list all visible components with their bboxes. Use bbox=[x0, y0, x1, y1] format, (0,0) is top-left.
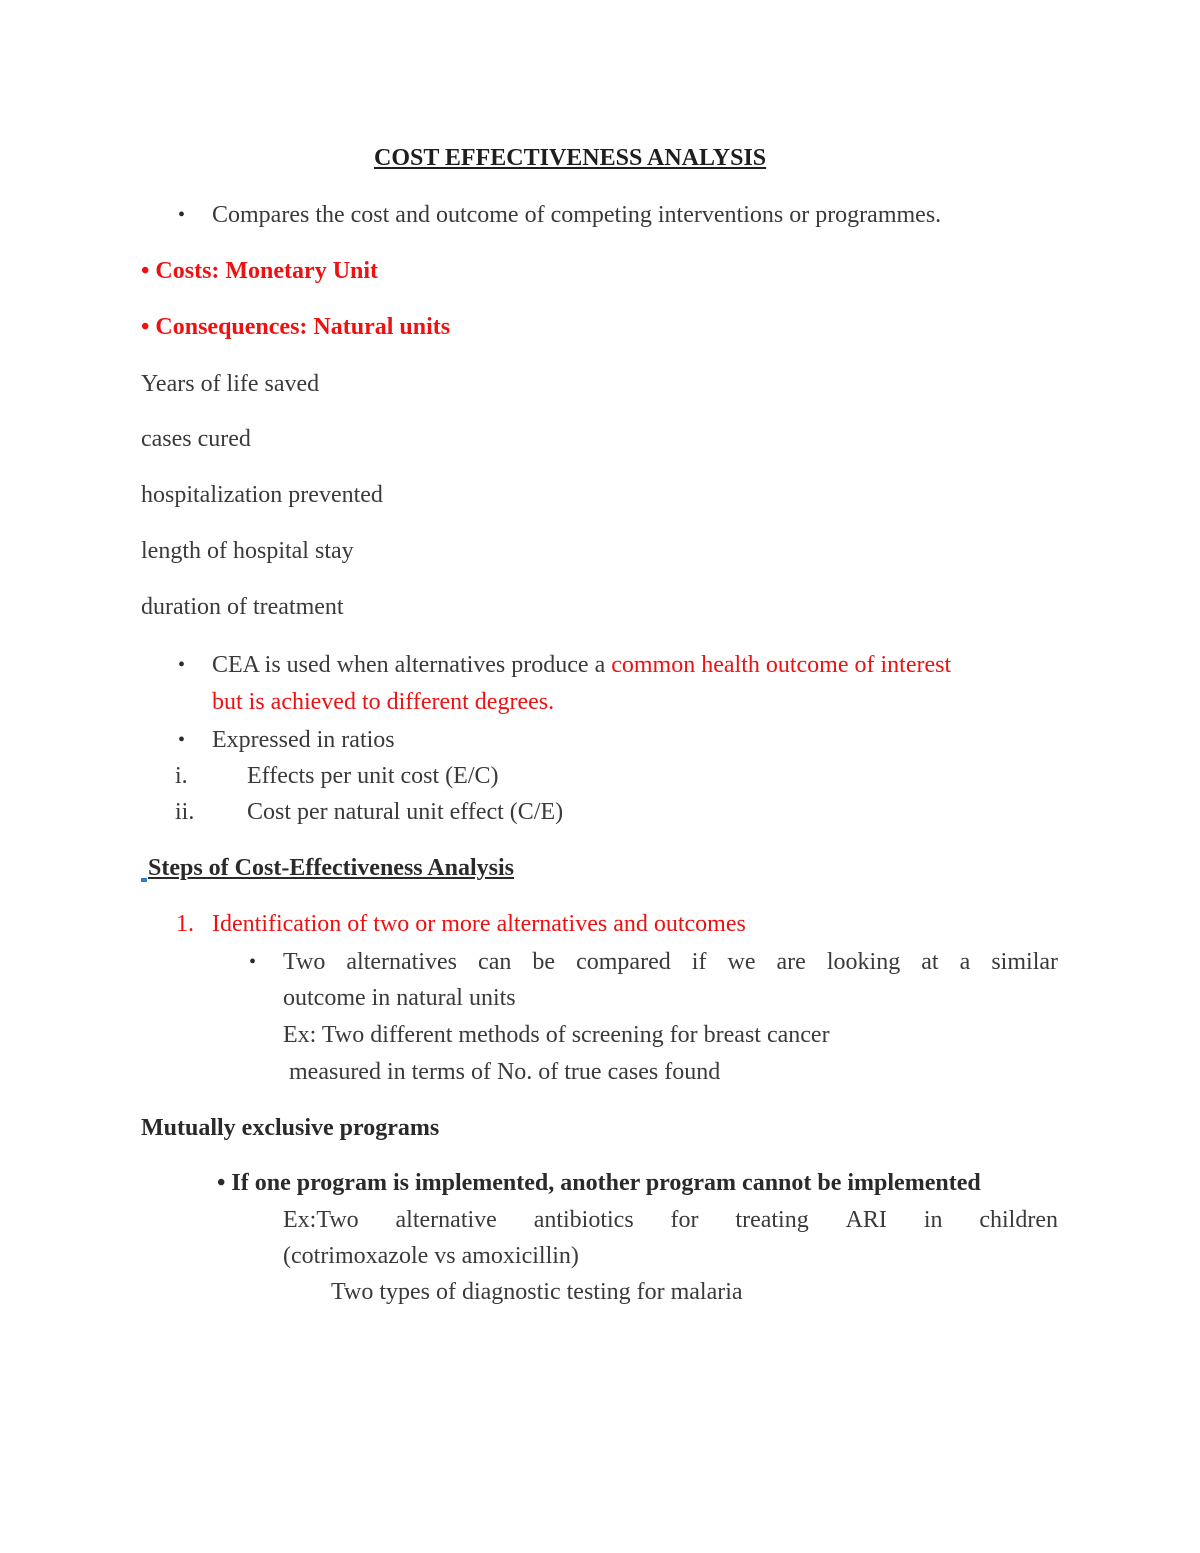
mutually-example-line1 bbox=[283, 1205, 1058, 1235]
word: children bbox=[979, 1207, 1058, 1233]
word: similar bbox=[991, 949, 1058, 975]
word: at bbox=[921, 949, 939, 975]
mutually-example-line2: (cotrimoxazole vs amoxicillin) bbox=[283, 1243, 579, 1269]
word: can bbox=[478, 949, 512, 975]
consequences-line: • Consequences: Natural units bbox=[141, 314, 451, 340]
word: alternatives bbox=[346, 949, 457, 975]
word: we bbox=[727, 949, 756, 975]
page-title: COST EFFECTIVENESS ANALYSIS bbox=[374, 145, 767, 171]
bullet-dot: • bbox=[178, 729, 186, 751]
heading-marker bbox=[141, 878, 147, 882]
word: Ex:Two bbox=[283, 1207, 359, 1233]
step1-bullet-line1 bbox=[283, 947, 1058, 977]
steps-heading: Steps of Cost-Effectiveness Analysis bbox=[148, 855, 514, 881]
cea-bullet-line1 bbox=[212, 650, 951, 680]
bullet-dot: • bbox=[178, 204, 186, 226]
natural-unit-item: hospitalization prevented bbox=[141, 482, 383, 508]
ratio-text: Effects per unit cost (E/C) bbox=[247, 763, 499, 789]
step1-example-line1: Ex: Two different methods of screening for breast cancer bbox=[283, 1022, 830, 1048]
mutually-heading: Mutually exclusive programs bbox=[141, 1115, 440, 1141]
word: if bbox=[691, 949, 707, 975]
cea-bullet-prefix: CEA is used when alternatives produce a bbox=[212, 652, 612, 678]
word: alternative bbox=[395, 1207, 497, 1233]
bullet-dot: • bbox=[249, 951, 257, 973]
step1-bullet-line2: outcome in natural units bbox=[283, 985, 516, 1011]
word: Two bbox=[283, 949, 326, 975]
mutually-example-line3: Two types of diagnostic testing for malaria bbox=[331, 1279, 743, 1305]
step1-text: Identification of two or more alternatives and outcomes bbox=[212, 911, 746, 937]
natural-unit-item: length of hospital stay bbox=[141, 538, 354, 564]
bullet-dot: • bbox=[178, 654, 186, 676]
step1-number: 1. bbox=[176, 911, 194, 937]
word: ARI bbox=[845, 1207, 887, 1233]
costs-line: • Costs: Monetary Unit bbox=[141, 258, 379, 284]
word: compared bbox=[576, 949, 671, 975]
word: treating bbox=[735, 1207, 809, 1233]
intro-bullet-text: Compares the cost and outcome of competing interventions or programmes. bbox=[212, 202, 942, 228]
word: in bbox=[923, 1207, 943, 1233]
ratio-text: Cost per natural unit effect (C/E) bbox=[247, 799, 564, 825]
ratio-number: i. bbox=[175, 763, 188, 789]
word: are bbox=[776, 949, 806, 975]
word: be bbox=[532, 949, 556, 975]
ratios-bullet-text: Expressed in ratios bbox=[212, 727, 395, 753]
step1-example-line2: measured in terms of No. of true cases found bbox=[289, 1059, 721, 1085]
word: for bbox=[670, 1207, 699, 1233]
mutually-bullet: • If one program is implemented, another program cannot be implemented bbox=[217, 1170, 981, 1196]
natural-unit-item: duration of treatment bbox=[141, 594, 344, 620]
word: antibiotics bbox=[533, 1207, 634, 1233]
ratio-number: ii. bbox=[175, 799, 195, 825]
natural-unit-item: cases cured bbox=[141, 426, 251, 452]
word: looking bbox=[826, 949, 901, 975]
word: a bbox=[959, 949, 971, 975]
cea-highlight-1: common health outcome of interest bbox=[611, 652, 952, 678]
natural-unit-item: Years of life saved bbox=[141, 371, 320, 397]
cea-highlight-2: but is achieved to different degrees. bbox=[212, 689, 555, 715]
